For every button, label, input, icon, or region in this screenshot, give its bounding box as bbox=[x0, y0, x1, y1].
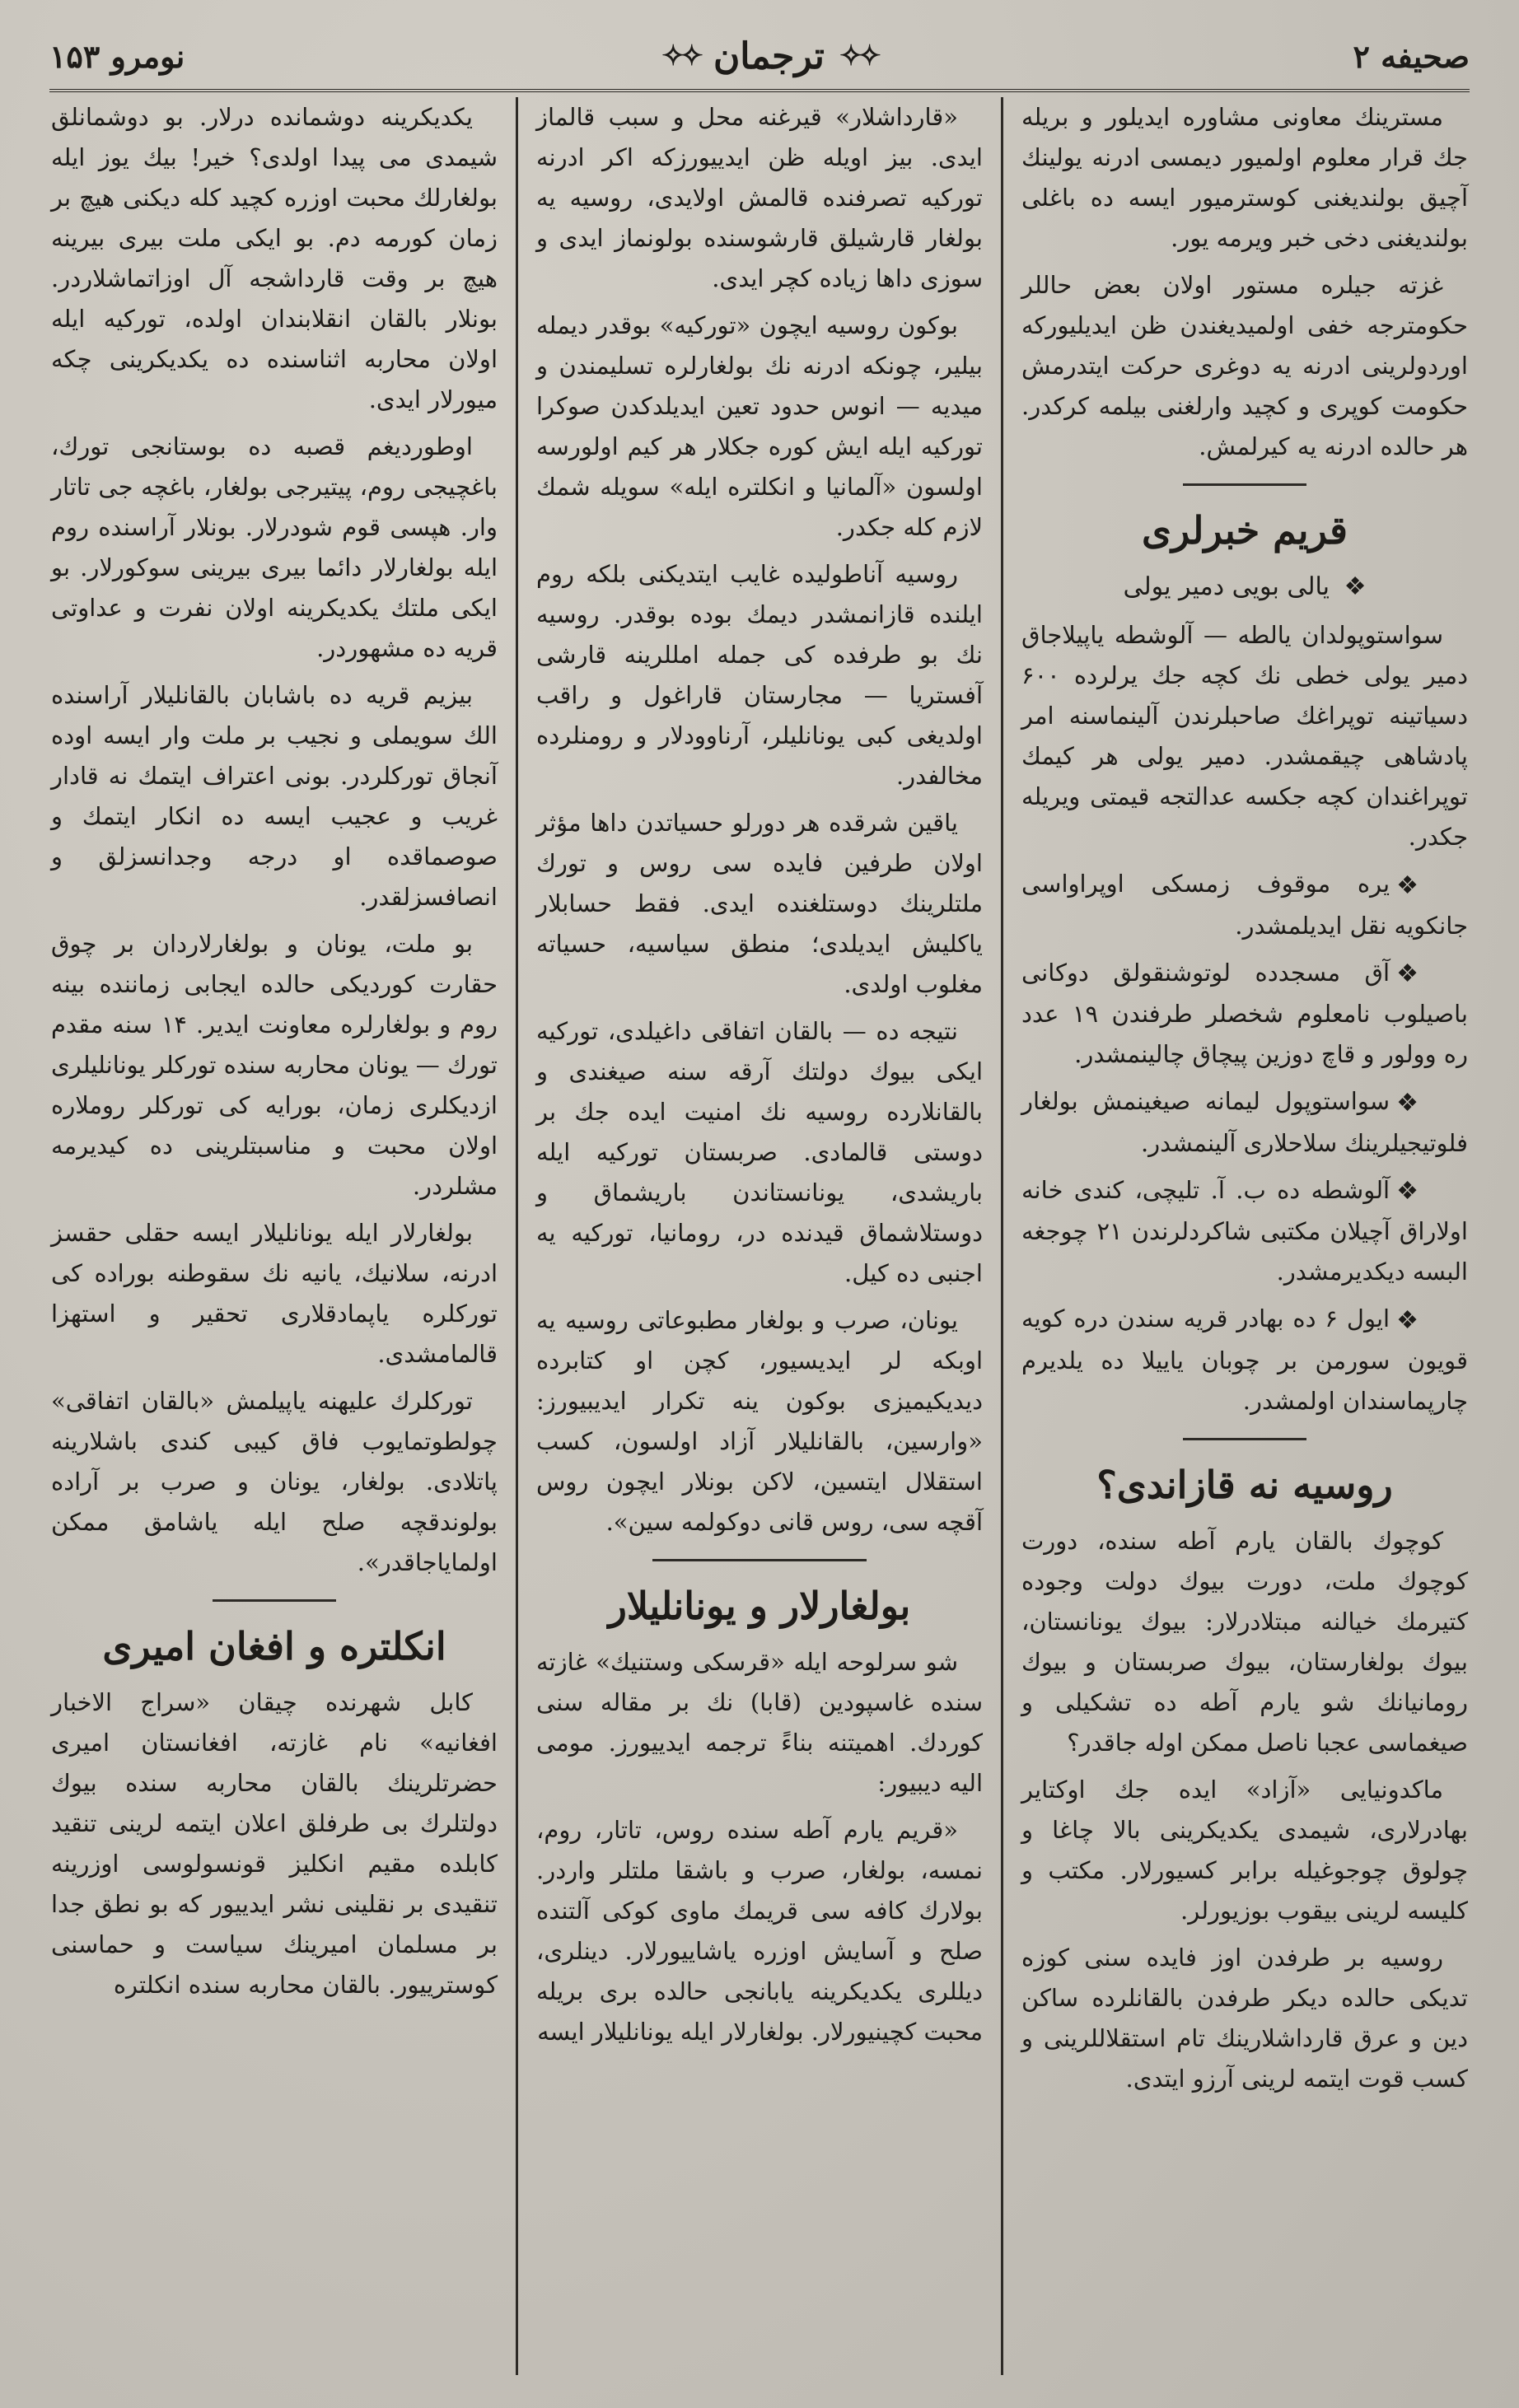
ornament-icon: ✧✧ bbox=[839, 40, 876, 72]
columns bbox=[33, 97, 1486, 2375]
section-title-crimea: قریم خبرلری bbox=[1142, 508, 1348, 553]
diamond-ornament-icon: ❖ bbox=[1396, 1177, 1419, 1206]
column-left bbox=[33, 97, 518, 2375]
paragraph: روسیه بر طرفدن اوز فایده سنی کوزه تدیکی حالده دیکر طرفدن بالقانلرده ساکن دین و عرق قارداشلارینك تام استقلاللرینی و کسب قوت ایتمه لرینی آرزو ایتدی. bbox=[1021, 1943, 1468, 2093]
paragraph: یونان، صرب و بولغار مطبوعاتی روسیه یه اوبکه لر ایدیسیور، کچن او کتابرده دیدیکیمیزی بوکون ینه تکرار ایدیبیورز: «وارسین، بالقانلیلار آزاد اولسون، کسب استقلال ایتسین، لاکن بونلار ایچون روس آقچه سی، روس قانی دوکولمه سین». bbox=[536, 1306, 983, 1536]
paragraph: کابل شهرنده چیقان «سراج الاخبار افغانیه» نام غازته، افغانستان امیری حضرتلرینك بالقان محاربه سنده بیوك دولتلرك بی طرفلق اعلان ایتمه لرینی تنقید کابلده مقیم انکلیز قونسولوسی اوزرینه تنقیدی بر نقلینی نشر ایدییور که بو نطق جدا بر مسلمان امیرینك سیاست و حماسنی کوسترییور. بالقان محاربه سنده انکلتره bbox=[51, 1688, 498, 1999]
paragraph: «قارداشلار» قیرغنه محل و سبب قالماز ایدی. بیز اویله ظن ایدییورزکه اکر ادرنه تورکیه تصرفنده قالمش اولایدی، روسیه یه بولغار قارشیلق قارشوسنده بولونماز ایدی و سوزی داها زیاده کچر ایدی. bbox=[536, 103, 983, 292]
paragraph: بیزیم قریه ده باشابان بالقانلیلار آراسنده الك سویملی و نجیب بر ملت وار ایسه اوده آنجاق تورکلردر. بونی اعتراف ایتمك نه قادار غریب و عجیب ایسه ده انکار ایتمك و صوصماقده او درجه وجدانسزلق و انصافسزلقدر. bbox=[51, 681, 498, 911]
diamond-ornament-icon: ❖ bbox=[1396, 1305, 1419, 1335]
column-middle bbox=[518, 97, 1003, 2375]
news-item bbox=[1021, 1170, 1468, 1293]
page-number: صحیفه ۲ bbox=[1353, 37, 1470, 75]
paragraph: ماکدونیایی «آزاد» ایده جك اوکتایر بهادرلاری، شیمدی یکدیکرینی بالا چاغا و چولوق چوجوغیله برابر کسیورلار. مکتب و کلیسه لرینی بیقوب بوزیورلر. bbox=[1021, 1775, 1468, 1925]
diamond-ornament-icon: ❖ bbox=[1344, 572, 1367, 601]
paragraph: بولغارلار ایله یونانلیلار ایسه حقلی حقسز ادرنه، سلانیك، یانیه نك سقوطنه بوراده کی تورکلره یاپمادقلاری تحقیر و استهزا قالمامشدی. bbox=[51, 1219, 498, 1368]
section-subhead bbox=[1021, 567, 1468, 607]
paragraph: اوطوردیغم قصبه ده بوستانجی تورك، باغچیجی روم، پیتیرجی بولغار، باغچه جی تاتار وار. هپسی قوم شودرلار. بونلار آراسنده روم ایله بولغارلار دائما بیری بیرینی سوکورلار. بو ایکی ملتك یکدیکرینه اولان نفرت و عداوتی قریه ده مشهوردر. bbox=[51, 432, 498, 662]
news-item: سواستوپولدان یالطه — آلوشطه یاپیلاجاق دمیر یولی خطی نك کچه جك یرلرده ۶۰۰ دسیاتینه توپراغك صاحبلرندن آلینماسنه امر پادشاهی چیقمشدر. دمیر یولی هر کیمك توپراغندان کچه جکسه عدالتجه قیمتی ویریله جکدر. bbox=[1021, 621, 1468, 851]
paragraph: تورکلرك علیهنه یاپیلمش «بالقان اتفاقی» چولطوتمایوب فاق کیبی کندی باشلارینه پاتلادی. بولغار، یونان و صرب بر آراده بولوندقچه صلح ایله یاشامق ممکن اولمایاجاقدر». bbox=[51, 1387, 498, 1576]
divider bbox=[652, 1559, 867, 1561]
divider bbox=[213, 1599, 336, 1602]
issue-number: نومرو ۱۵۳ bbox=[49, 37, 185, 75]
paragraph: غزته جیلره مستور اولان بعض حاللر حکومترجه خفی اولمیدیغندن ظن ایدیلیورکه اوردولرینی ادرنه یه دوغری حرکت ایتدرمش حکومت کوپری و کچید وارلغنی بیلمه کرکدر. هر حالده ادرنه یه کیرلمش. bbox=[1021, 271, 1468, 460]
paragraph: کوچوك بالقان یارم آطه سنده، دورت کوچوك ملت، دورت بیوك دولت وجوده کتیرمك خیالنه مبتلادرلار: بیوك یونانستان، بیوك بولغارستان، بیوك صربستان و بیوك رومانیانك شو یارم آطه ده تشکیلی و صیغماسی عجبا ناصل ممکن اوله جاقدر؟ bbox=[1021, 1526, 1468, 1757]
news-item bbox=[1021, 953, 1468, 1076]
paragraph: یکدیکرینه دوشمانده درلار. بو دوشمانلق شیمدی می پیدا اولدی؟ خیر! بیك یوز ایله بولغارلك محبت اوزره کچید کله دیکنی هیچ بر زمان کورمه دم. بو ایکی ملت بیری بیرینه هیچ بر وقت قارداشجه آل اوزاتماشلاردر. بونلار بالقان انقلابندان اولده، تورکیه ایله اولان محاربه اثناسنده ده یکدیکرینی چکه میورلار ایدی. bbox=[51, 103, 498, 413]
divider bbox=[1183, 483, 1306, 486]
news-item-text: سواستوپول لیمانه صیغینمش بولغار فلوتیجیلرینك سلاحلاری آلینمشدر. bbox=[1021, 1087, 1468, 1157]
paragraph: روسیه آناطولیده غایب ایتدیکنی بلکه روم ایلنده قازانمشدر دیمك بوده بوقدر. روسیه نك بو طرفده کی جمله امللرینه قارشی آفستریا — مجارستان قاراغول و راقب اولدیغی کبی یونانلیلر، آرناوودلار و رومنلرده مخالفدر. bbox=[536, 560, 983, 790]
paragraph: شو سرلوحه ایله «قرسکی وستنیك» غازته سنده غاسپودین (قابا) نك بر مقاله سنی کوردك. اهمیتنه بناءً ترجمه ایدییورز. مومی الیه دیبیور: bbox=[536, 1648, 983, 1797]
section-title-afghan: انکلتره و افغان امیری bbox=[102, 1624, 446, 1668]
paragraph: بو ملت، یونان و بولغارلاردان بر چوق حقارت کوردیکی حالده ایجابی زماننده بینه روم و بولغارلره معاونت ایدیر. ۱۴ سنه مقدم تورك — یونان محاربه سنده تورکلر یونانلیلری ازدیکلری زمان، بورایه کی تورکلر روملاره اولان محبت و مناسبتلرینی ده کیدیرمه مشلردر. bbox=[51, 930, 498, 1200]
news-item bbox=[1021, 1299, 1468, 1421]
diamond-ornament-icon: ❖ bbox=[1396, 870, 1419, 900]
divider bbox=[1183, 1438, 1306, 1440]
section-title-bulgarians-greeks: بولغارلار و یونانلیلار bbox=[608, 1584, 911, 1628]
newspaper-title: ترجمان bbox=[713, 35, 825, 77]
masthead-title-group bbox=[661, 35, 876, 77]
news-item bbox=[1021, 864, 1468, 946]
subhead-text: یالی بویی دمیر یولی bbox=[1123, 572, 1330, 601]
ornament-icon: ✧✧ bbox=[661, 40, 699, 72]
diamond-ornament-icon: ❖ bbox=[1396, 1088, 1419, 1118]
news-item-text: آق مسجدده لوتوشنقولق دوکانی باصیلوب نامعلوم شخصلر طرفندن ۱۹ عدد ره وولور و قاچ دوزین پیچاق چالینمشدر. bbox=[1021, 958, 1468, 1068]
paragraph: بوکون روسیه ایچون «تورکیه» بوقدر دیمله بیلیر، چونکه ادرنه نك بولغارلره تسلیمندن و میدیه — انوس حدود تعین ایدیلدکدن صوکرا تورکیه ایله ایش کوره جکلار هر کیم اولورسه اولسون «آلمانیا و انکلتره ایله» سویله شمك لازم کله جکدر. bbox=[536, 311, 983, 541]
news-item-text: یره موقوف زمسکی اوپراواسی جانکویه نقل ایدیلمشدر. bbox=[1021, 870, 1468, 940]
column-right bbox=[1003, 97, 1486, 2375]
paragraph: «قریم یارم آطه سنده روس، تاتار، روم، نمسه، بولغار، صرب و باشقا ملتلر واردر. بولارك کافه سی قریمك ماوی کوکی آلتنده صلح و آسایش اوزره یاشاییورلار. دینلری، دیللری یکدیکرینه یابانجی حالده بری بریله محبت کچینیورلار. بولغارلار ایله یونانلیلار ایسه bbox=[536, 1816, 983, 2046]
paragraph: نتیجه ده — بالقان اتفاقی داغیلدی، تورکیه ایکی بیوك دولتك آرقه سنه صیغندی و بالقانلارده روسیه نك امنیت ایده جك بر دوستی قالمادی. صربستان تورکیه ایله باریشدی، یونانستاندن باریشماق و دوستلاشماق قیدنده در، رومانیا، تورکیه یه اجنبی ده کیل. bbox=[536, 1017, 983, 1287]
news-item-text: ایول ۶ ده بهادر قریه سندن دره کویه قویون سورمن بر چوبان یاییلا ده یلدیرم چارپماسندان اولمشدر. bbox=[1021, 1304, 1468, 1415]
news-item-text: آلوشطه ده ب. آ. تلیچی، کندی خانه اولاراق آچیلان مکتبی شاکردلرندن ۲۱ چوجغه البسه دیکدیرمشدر. bbox=[1021, 1175, 1468, 1286]
news-item bbox=[1021, 1081, 1468, 1164]
diamond-ornament-icon: ❖ bbox=[1396, 959, 1419, 988]
paragraph: یاقین شرقده هر دورلو حسیاتدن داها مؤثر اولان طرفین فایده سی روس و تورك ملتلرینك دوستلغنده ایدی. فقط حسابلار یاکلیش ایدیلدی؛ منطق سیاسیه، حسیاته مغلوب اولدی. bbox=[536, 809, 983, 998]
section-title-russia: روسیه نه قازاندی؟ bbox=[1096, 1462, 1393, 1507]
paragraph: مسترینك معاونی مشاوره ایدیلور و بریله جك قرار معلوم اولمیور دیمسی ادرنه یولینك آچیق بولندیغنی کوسترمیور ایسه ده باغلی بولندیغنی دخی خبر ویرمه یور. bbox=[1021, 103, 1468, 252]
masthead bbox=[49, 23, 1470, 92]
